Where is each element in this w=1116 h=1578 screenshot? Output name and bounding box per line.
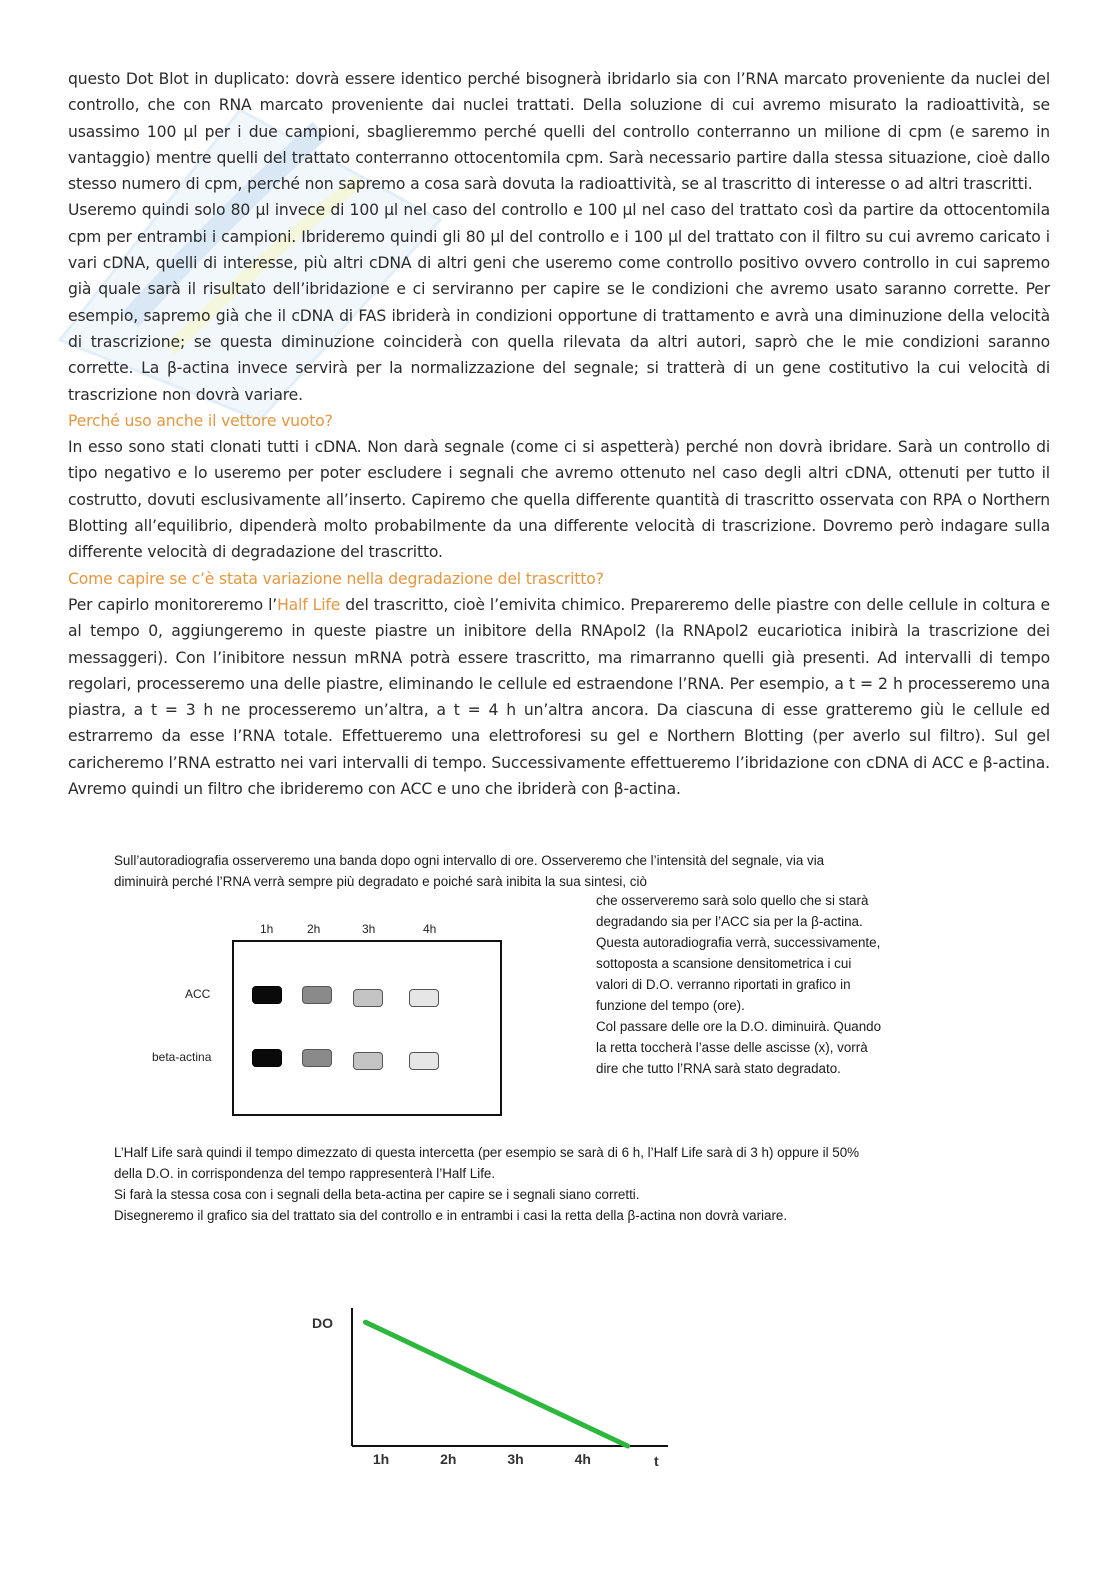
lane-label: 2h xyxy=(307,922,321,936)
blot-band xyxy=(302,1049,332,1067)
degradation-chart xyxy=(300,1290,700,1480)
blot-band xyxy=(252,986,282,1004)
lane-label: 4h xyxy=(423,922,437,936)
question-degradazione: Come capire se c’è stata variazione nella degradazione del trascritto? xyxy=(68,569,604,588)
x-tick-label: 4h xyxy=(574,1451,591,1467)
blot-band xyxy=(252,1049,282,1067)
x-tick-label: 2h xyxy=(440,1451,457,1467)
half-life-highlight: Half Life xyxy=(277,595,341,614)
paragraph-half-life: Per capirlo monitoreremo l’Half Life del trascritto, cioè l’emivita chimico. Prepareremo delle piastre con delle cellule in coltura e al tempo 0, aggiungeremo in queste piastre un inibitore della RNApol2 (la RNApol2 eucariotica inibirà la trascrizione dei messaggeri). Con l’inibitore nessun mRNA potrà essere trascritto, ma rimarranno quelli già presenti. Ad intervalli di tempo regolari, processeremo una delle piastre, eliminando le cellule ed estraendone l’RNA. Per esempio, a t = 2 h processeremo una piastra, a t = 3 h ne processeremo un’altra, a t = 4 h un’altra ancora. Da ciascuna di esse gratteremo giù le cellule ed estrarremo da esse l’RNA totale. Effettueremo una elettroforesi su gel e Northern Blotting (per averlo sul filtro). Sul gel caricheremo l’RNA estratto nei vari intervalli di tempo. Successivamente effettueremo l’ibridazione con cDNA di ACC e β-actina. Avremo quindi un filtro che ibrideremo con ACC e uno che ibriderà con β-actina. xyxy=(68,595,1050,799)
figure-bottom-text: L’Half Life sarà quindi il tempo dimezzato di questa intercetta (per esempio se sarà di 6 h, l’Half Life sarà di 3 h) oppure il 50% della D.O. in corrispondenza del tempo rappresenterà l’Half Life. Si farà la stessa cosa con i segnali della beta-actina per capire se i segnali siano corretti. Disegneremo il grafico sia del trattato sia del controllo e in entrambi i casi la retta della β-actina non dovrà variare. xyxy=(114,1145,860,1223)
lane-label: 1h xyxy=(260,922,274,936)
blot-band xyxy=(409,989,439,1007)
blot-band xyxy=(353,989,383,1007)
blot-band xyxy=(302,986,332,1004)
row-label-acc: ACC xyxy=(185,987,211,1001)
lane-label: 3h xyxy=(362,922,376,936)
x-axis-label: t xyxy=(654,1453,659,1469)
blot-frame xyxy=(232,940,502,1116)
figure-intro-text: Sull’autoradiografia osserveremo una banda dopo ogni intervallo di ore. Osserveremo che l’intensità del segnale, via via diminuirà perché l’RNA verrà sempre più degradato e poiché sarà inibita la sua sintesi, ciò xyxy=(114,853,825,889)
paragraph-vettore: In esso sono stati clonati tutti i cDNA. Non darà segnale (come ci si aspetterà) perché non dovrà ibridare. Sarà un controllo di tipo negativo e lo useremo per poter escludere i segnali che avremo ottenuto nel caso degli altri cDNA, ottenuti per tutto il costrutto, dovuti esclusivamente all’inserto. Capiremo che quella differente quantità di trascritto osservata con RPA o Northern Blotting all’equilibrio, dipenderà molto probabilmente da una differente velocità di trascrizione. Dovremo però indagare sulla differente velocità di degradazione del trascritto. xyxy=(68,438,1050,562)
paragraph-controllo: Useremo quindi solo 80 µl invece di 100 µl nel caso del controllo e 100 µl nel caso del trattato così da partire da ottocentomila cpm per entrambi i campioni. Ibrideremo quindi gli 80 µl del controllo e i 100 µl del trattato con il filtro su cui avremo caricato i vari cDNA, quelli di interesse, più altri cDNA di altri geni che useremo come controllo positivo ovvero controllo in cui sapremo già quale sarà il risultato dell’ibridazione e ci serviranno per capire se le condizioni che avremo usato saranno corrette. Per esempio, sapremo già che il cDNA di FAS ibriderà in condizioni opportune di trattamento e avrà una diminuzione della velocità di trascrizione; se questa diminuzione coinciderà con quella rilevata da altri autori, saprò che le mie condizioni saranno corrette. La β-actina invece servirà per la normalizzazione del segnale; si tratterà di un gene costitutivo la cui velocità di trascrizione non dovrà variare. xyxy=(68,201,1050,404)
series-line xyxy=(365,1322,627,1446)
blot-band xyxy=(409,1052,439,1070)
x-tick-label: 3h xyxy=(507,1451,524,1467)
paragraph-dot-blot: questo Dot Blot in duplicato: dovrà essere identico perché bisognerà ibridarlo sia con l’RNA marcato proveniente da nuclei del controllo, che con RNA marcato proveniente dai nuclei trattati. Della soluzione di cui avremo misurato la radioattività, se usassimo 100 µl per i due campioni, sbaglieremmo perché quelli del controllo conterranno un milione di cpm (e saremo in vantaggio) mentre quelli del trattato conterranno ottocentomila cpm. Sarà necessario partire dalla stessa situazione, cioè dallo stesso numero di cpm, perché non sapremo a cosa sarà dovuta la radioattività, se al trascritto di interesse o ad altri trascritti. xyxy=(68,70,1050,194)
row-label-beta-actina: beta-actina xyxy=(152,1050,212,1064)
y-axis-label: DO xyxy=(312,1315,333,1331)
x-tick-label: 1h xyxy=(372,1451,390,1467)
question-vettore-vuoto: Perché uso anche il vettore vuoto? xyxy=(68,411,333,430)
figure-side-text: che osserveremo sarà solo quello che si starà degradando sia per l’ACC sia per la β-actina. Questa autoradiografia verrà, successivamente, sottoposta a scansione densitometrica i cui valori di D.O. verranno riportati in grafico in funzione del tempo (ore). Col passare delle ore la D.O. diminuirà. Quando la retta toccherà l’asse delle ascisse (x), vorrà dire che tutto l’RNA sarà stato degradato. xyxy=(596,893,882,1076)
main-text xyxy=(68,66,1050,802)
blot-band xyxy=(353,1052,383,1070)
